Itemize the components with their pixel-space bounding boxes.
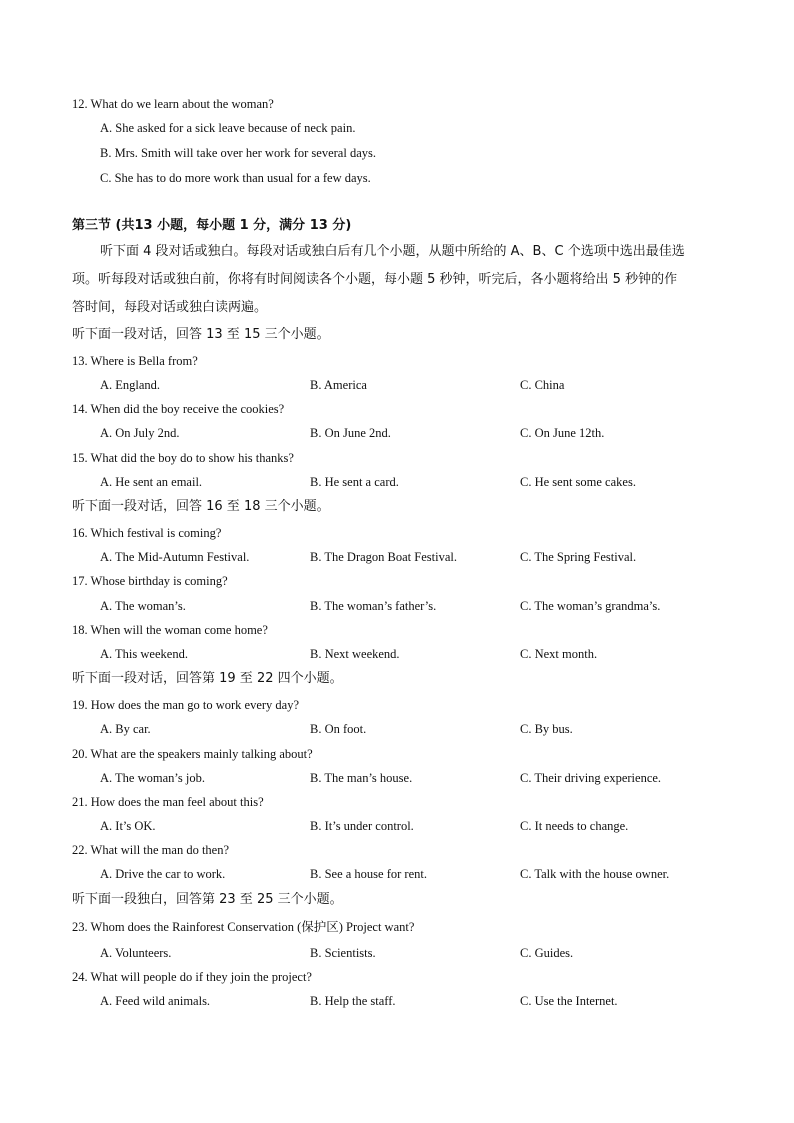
- option-20b: B. The man’s house.: [310, 771, 413, 785]
- question-15: 15. What did the boy do to show his thanks?: [72, 451, 294, 465]
- group-intro-2: 听下面一段对话，回答 16 至 18 三个小题。: [72, 499, 330, 514]
- option-19c: C. By bus.: [520, 722, 573, 736]
- question-13: 13. Where is Bella from?: [72, 354, 198, 368]
- option-15b: B. He sent a card.: [310, 475, 399, 489]
- question-14: 14. When did the boy receive the cookies?: [72, 402, 285, 416]
- section-title: 第三节 (共13 小题，每小题 1 分，满分 13 分): [72, 218, 352, 233]
- option-17a: A. The woman’s.: [100, 599, 186, 613]
- option-15a: A. He sent an email.: [100, 475, 203, 489]
- option-16b: B. The Dragon Boat Festival.: [310, 550, 457, 564]
- question-24: 24. What will people do if they join the project?: [72, 970, 312, 984]
- option-12a: A. She asked for a sick leave because of neck pain.: [100, 121, 356, 135]
- question-23: 23. Whom does the Rainforest Conservation (保护区) Project want?: [72, 920, 415, 934]
- option-14a: A. On July 2nd.: [100, 426, 180, 440]
- option-22a: A. Drive the car to work.: [100, 867, 226, 881]
- question-18: 18. When will the woman come home?: [72, 623, 268, 637]
- option-14c: C. On June 12th.: [520, 426, 605, 440]
- option-21b: B. It’s under control.: [310, 819, 414, 833]
- option-14b: B. On June 2nd.: [310, 426, 391, 440]
- option-13a: A. England.: [100, 378, 161, 392]
- question-20: 20. What are the speakers mainly talking about?: [72, 747, 313, 761]
- option-16a: A. The Mid-Autumn Festival.: [100, 550, 250, 564]
- option-18b: B. Next weekend.: [310, 647, 400, 661]
- group-intro-4: 听下面一段独白，回答第 23 至 25 三个小题。: [72, 892, 343, 907]
- option-17b: B. The woman’s father’s.: [310, 599, 437, 613]
- question-17: 17. Whose birthday is coming?: [72, 574, 228, 588]
- option-16c: C. The Spring Festival.: [520, 550, 637, 564]
- option-23a: A. Volunteers.: [100, 946, 172, 960]
- option-12c: C. She has to do more work than usual for a few days.: [100, 171, 371, 185]
- option-20a: A. The woman’s job.: [100, 771, 205, 785]
- option-13c: C. China: [520, 378, 565, 392]
- instruction-line-1: 听下面 4 段对话或独白。每段对话或独白后有几个小题，从题中所给的 A、B、C 个选项中选出最佳选: [100, 244, 685, 259]
- option-13b: B. America: [310, 378, 367, 392]
- option-22c: C. Talk with the house owner.: [520, 867, 670, 881]
- option-23c: C. Guides.: [520, 946, 574, 960]
- option-21c: C. It needs to change.: [520, 819, 629, 833]
- option-12b: B. Mrs. Smith will take over her work for several days.: [100, 146, 376, 160]
- question-21: 21. How does the man feel about this?: [72, 795, 264, 809]
- question-12: 12. What do we learn about the woman?: [72, 97, 274, 111]
- instruction-line-3: 答时间，每段对话或独白读两遍。: [72, 300, 268, 315]
- instruction-line-2: 项。听每段对话或独白前，你将有时间阅读各个小题，每小题 5 秒钟，听完后，各小题将给出 5 秒钟的作: [72, 272, 678, 287]
- question-22: 22. What will the man do then?: [72, 843, 230, 857]
- option-20c: C. Their driving experience.: [520, 771, 662, 785]
- option-18c: C. Next month.: [520, 647, 598, 661]
- option-23b: B. Scientists.: [310, 946, 376, 960]
- option-21a: A. It’s OK.: [100, 819, 156, 833]
- option-24a: A. Feed wild animals.: [100, 994, 211, 1008]
- option-24b: B. Help the staff.: [310, 994, 396, 1008]
- option-19a: A. By car.: [100, 722, 151, 736]
- option-22b: B. See a house for rent.: [310, 867, 427, 881]
- question-19: 19. How does the man go to work every day?: [72, 698, 300, 712]
- group-intro-3: 听下面一段对话，回答第 19 至 22 四个小题。: [72, 671, 343, 686]
- option-17c: C. The woman’s grandma’s.: [520, 599, 661, 613]
- option-24c: C. Use the Internet.: [520, 994, 618, 1008]
- option-18a: A. This weekend.: [100, 647, 188, 661]
- option-15c: C. He sent some cakes.: [520, 475, 636, 489]
- option-19b: B. On foot.: [310, 722, 367, 736]
- group-intro-1: 听下面一段对话，回答 13 至 15 三个小题。: [72, 327, 330, 342]
- question-16: 16. Which festival is coming?: [72, 526, 222, 540]
